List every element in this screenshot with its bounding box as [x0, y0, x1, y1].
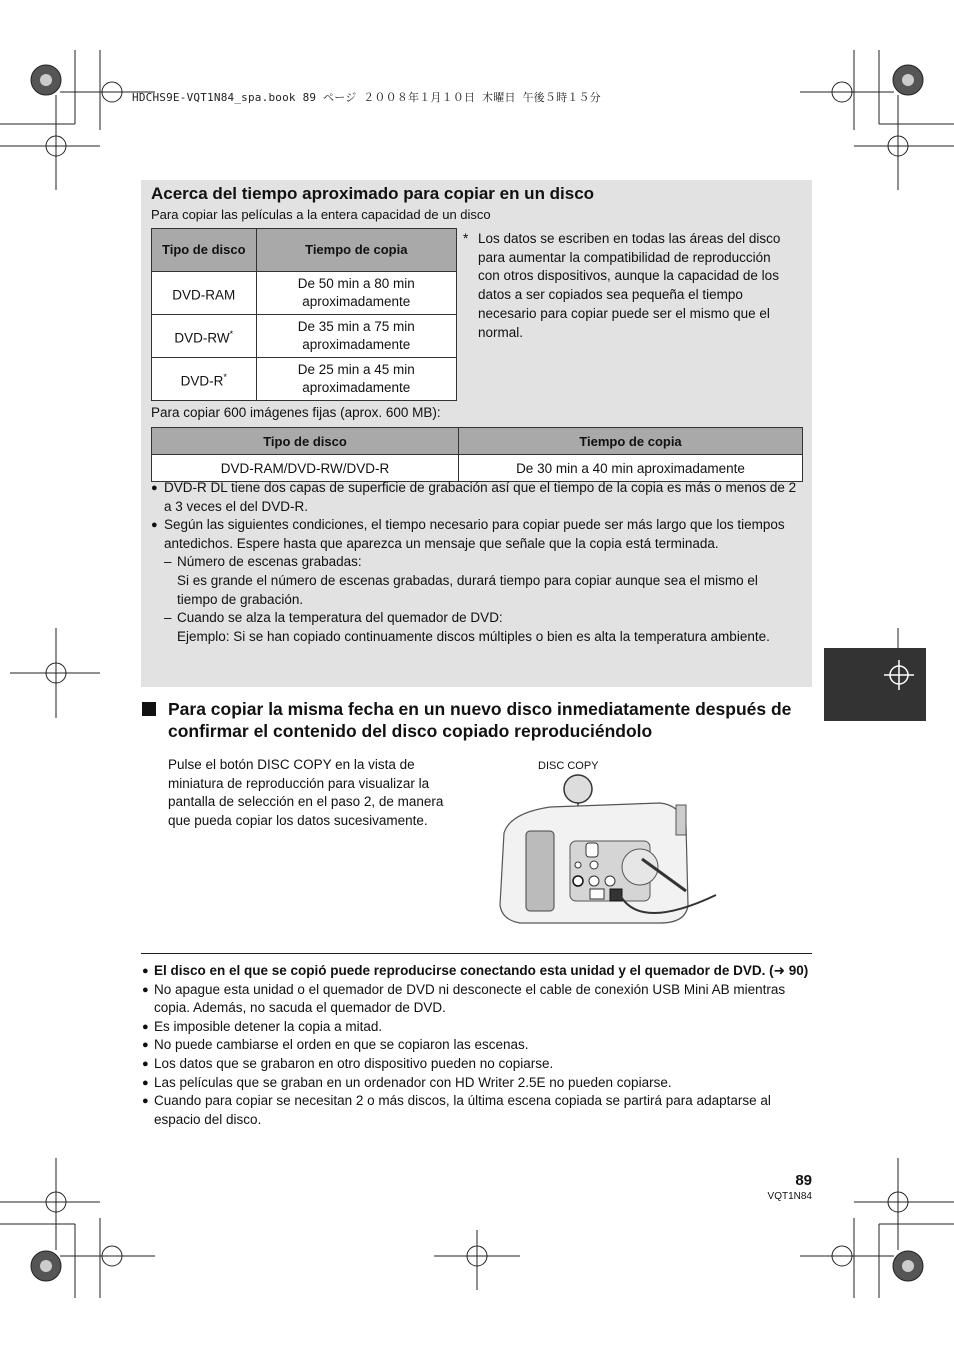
- list-item: ● El disco en el que se copió puede reproducirse conectando esta unidad y el quemador de DVD. (➜ 90): [142, 962, 814, 981]
- table-header: Tipo de disco: [152, 428, 459, 455]
- dash-item: – Número de escenas grabadas: Si es grande el número de escenas grabadas, durará tiempo para copiar aunque sea el mismo el tiempo de grabación.: [164, 554, 758, 607]
- table-header: Tiempo de copia: [256, 229, 456, 272]
- table-row: [152, 272, 457, 315]
- asterisk: *: [223, 371, 227, 382]
- table2-label: Para copiar 600 imágenes fijas (aprox. 600 MB):: [151, 405, 441, 420]
- square-bullet-icon: [142, 702, 156, 716]
- dash-item: – Cuando se alza la temperatura del quemador de DVD: Ejemplo: Si se han copiado continuamente discos múltiples o bien es alta la temperatura ambiente.: [164, 610, 770, 644]
- list-item: ● Las películas que se graban en un ordenador con HD Writer 2.5E no pueden copiarse.: [142, 1074, 814, 1093]
- footnote-text: Los datos se escriben en todas las áreas del disco para aumentar la compatibilidad de reproducción con otros dispositivos, aunque la capacidad de los datos a ser copiados sea pequeña el tiempo necesario para copiar puede ser el mismo que el normal.: [478, 231, 781, 340]
- bullet-icon: ●: [142, 1039, 149, 1052]
- table-row: [152, 315, 457, 358]
- bullet-icon: ●: [151, 482, 158, 494]
- copy-time-table: [151, 228, 457, 401]
- disc-type: DVD-RW: [174, 330, 230, 346]
- bullet-icon: ●: [142, 1076, 149, 1089]
- bullet-icon: ●: [142, 1095, 149, 1108]
- box-title: Acerca del tiempo aproximado para copiar en un disco: [151, 184, 595, 203]
- table-header: Tiempo de copia: [459, 428, 803, 455]
- asterisk: *: [229, 328, 234, 339]
- bullet-icon: ●: [142, 1020, 149, 1033]
- disc-type: DVD-R: [180, 373, 224, 389]
- registration-mark-icon: [884, 660, 914, 690]
- page-code: VQT1N84: [767, 1191, 812, 1202]
- footnote-star: *: [463, 231, 469, 246]
- copy-time: De 30 min a 40 min aproximadamente: [459, 455, 803, 482]
- disc-copy-button-icon: [564, 775, 592, 803]
- section-paragraph: Pulse el botón DISC COPY en la vista de miniatura de reproducción para visualizar la pantalla de selección en el paso 2, de manera que pueda copiar los datos sucesivamente.: [168, 757, 444, 828]
- box-bullets: [151, 479, 801, 646]
- table-header: Tipo de disco: [152, 229, 257, 272]
- list-item: ● Según las siguientes condiciones, el tiempo necesario para copiar puede ser más largo que los tiempos antedichos. Espere hasta que aparezca un mensaje que señale que la copia está terminada.: [151, 517, 785, 551]
- bullet-icon: ●: [142, 983, 149, 996]
- lcd-panel-icon: [526, 831, 554, 911]
- camcorder-illustration: [490, 755, 720, 935]
- list-item: ● DVD-R DL tiene dos capas de superficie de grabación así que el tiempo de la copia es más o menos de 2 a 3 veces el del DVD-R.: [151, 480, 797, 514]
- list-item: ● No apague esta unidad o el quemador de DVD ni desconecte el cable de conexión USB Mini AB mientras copia. Además, no sacuda el quemador de DVD.: [142, 981, 786, 1016]
- list-item: ● Cuando para copiar se necesitan 2 o más discos, la última escena copiada se partirá para adaptarse al espacio del disco.: [142, 1093, 771, 1127]
- bullet-icon: ●: [151, 519, 158, 532]
- disc-type: DVD-RAM/DVD-RW/DVD-R: [152, 455, 459, 482]
- copy-time: De 25 min a 45 min aproximadamente: [256, 358, 456, 401]
- notes-list: [142, 962, 814, 1129]
- copy-time: De 35 min a 75 min aproximadamente: [256, 315, 456, 358]
- bullet-icon: ●: [142, 965, 149, 977]
- copy-time: De 50 min a 80 min aproximadamente: [256, 272, 456, 315]
- disc-copy-label: DISC COPY: [538, 760, 599, 772]
- list-item: ● No puede cambiarse el orden en que se copiaron las escenas.: [142, 1036, 814, 1055]
- book-header: HDCHS9E-VQT1N84_spa.book 89 ページ ２００８年１月１０日 木曜日 午後５時１５分: [132, 91, 601, 104]
- divider: [141, 953, 812, 954]
- still-copy-table: [151, 427, 803, 482]
- bullet-icon: ●: [142, 1057, 149, 1070]
- footnote: [463, 230, 793, 342]
- table-row: [152, 358, 457, 401]
- list-item: ● Es imposible detener la copia a mitad.: [142, 1018, 814, 1037]
- section-title: Para copiar la misma fecha en un nuevo disco inmediatamente después de confirmar el contenido del disco copiado reproduciéndolo: [142, 698, 812, 742]
- list-item: ● Los datos que se grabaron en otro dispositivo pueden no copiarse.: [142, 1055, 814, 1074]
- box-subtitle: Para copiar las películas a la entera capacidad de un disco: [151, 207, 491, 222]
- table-row: [152, 455, 803, 482]
- page-number: 89: [795, 1172, 812, 1189]
- disc-type: DVD-RAM: [172, 287, 236, 303]
